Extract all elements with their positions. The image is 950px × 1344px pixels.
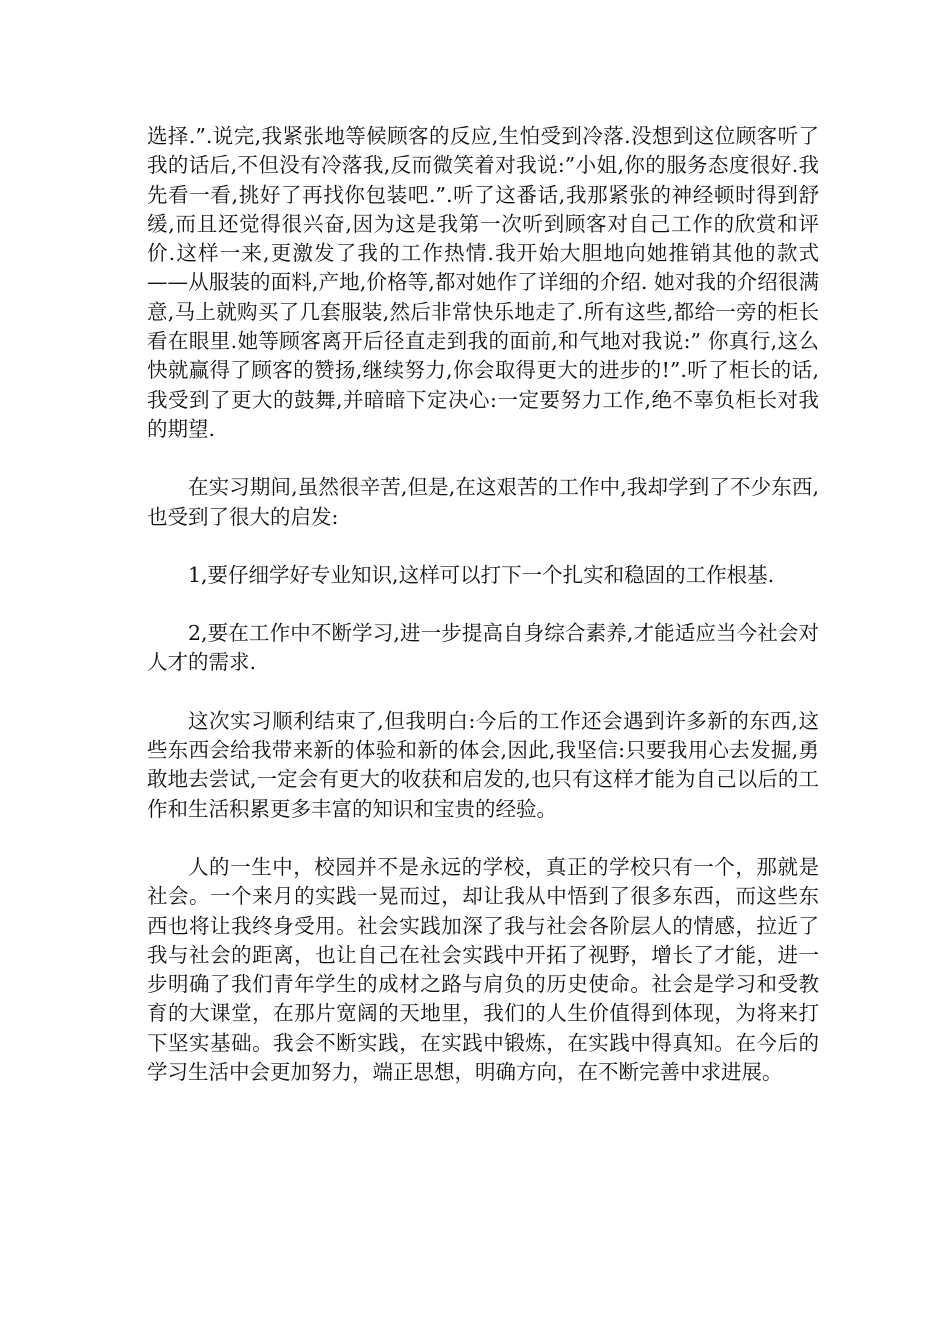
paragraph-internship-learning: 在实习期间,虽然很辛苦,但是,在这艰苦的工作中,我却学到了不少东西,也受到了很大的启发: [147, 475, 819, 529]
paragraph-reflection: 人的一生中，校园并不是永远的学校，真正的学校只有一个，那就是社会。一个来月的实践一晃而过，却让我从中悟到了很多东西，而这些东西也将让我终身受用。社会实践加深了我与社会各阶层人的情感，拉近了我与社会的距离，也让自己在社会实践中开拓了视野，增长了才能，进一步明确了我们青年学生的成材之路与肩负的历史使命。社会是学习和受教育的大课堂，在那片宽阔的天地里，我们的人生价值得到体现，为将来打下坚实基础。我会不断实践，在实践中锻炼，在实践中得真知。在今后的学习生活中会更加努力，端正思想，明确方向，在不断完善中求进展。 [147, 854, 819, 1085]
paragraph-conclusion: 这次实习顺利结束了,但我明白:今后的工作还会遇到许多新的东西,这些东西会给我带来新的体验和新的体会,因此,我坚信:只要我用心去发掘,勇敢地去尝试,一定会有更大的收获和启发的,也只有这样才能为自己以后的工作和生活积累更多丰富的知识和宝贵的经验。 [147, 708, 819, 821]
paragraph-point-2: 2,要在工作中不断学习,进一步提高自身综合素养,才能适应当今社会对人才的需求. [147, 621, 819, 675]
document-body [147, 122, 819, 1116]
paragraph-continued: 选择.”.说完,我紧张地等候顾客的反应,生怕受到冷落.没想到这位顾客听了我的话后,不但没有冷落我,反而微笑着对我说:”小姐,你的服务态度很好.我先看一看,挑好了再找你包装吧.”.听了这番话,我那紧张的神经顿时得到舒缓,而且还觉得很兴奋,因为这是我第一次听到顾客对自己工作的欣赏和评价.这样一来,更激发了我的工作热情.我开始大胆地向她推销其他的款式——从服装的面料,产地,价格等,都对她作了详细的介绍. 她对我的介绍很满意,马上就购买了几套服装,然后非常快乐地走了.所有这些,都给一旁的柜长看在眼里.她等顾客离开后径直走到我的面前,和气地对我说:” 你真行,这么快就赢得了顾客的赞扬,继续努力,你会取得更大的进步的!”.听了柜长的话,我受到了更大的鼓舞,并暗暗下定决心:一定要努力工作,绝不辜负柜长对我的期望. [147, 124, 819, 441]
paragraph-point-1: 1,要仔细学好专业知识,这样可以打下一个扎实和稳固的工作根基. [188, 562, 775, 587]
